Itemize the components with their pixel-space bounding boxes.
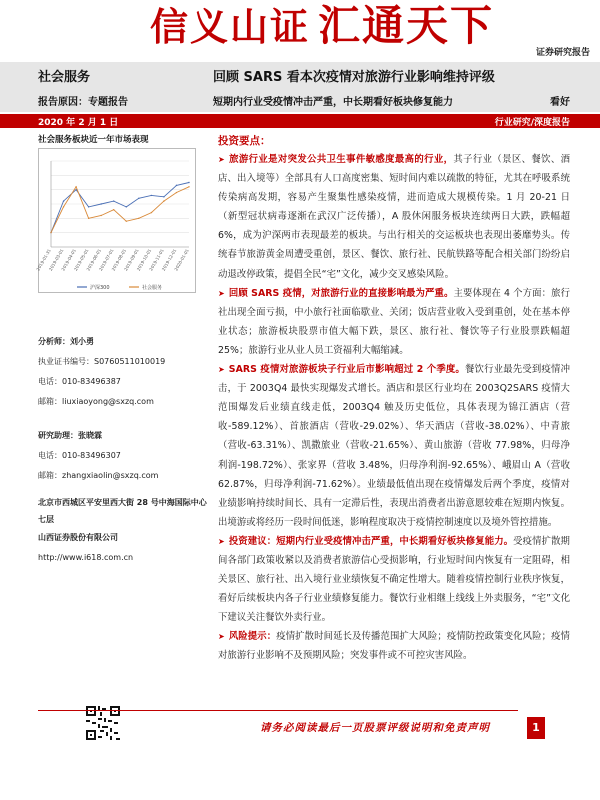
arrow-marker-icon: ➤ (218, 536, 225, 546)
point-lead: 旅游行业是对突发公共卫生事件敏感度最高的行业， (228, 154, 454, 165)
chart-data-point (176, 192, 177, 193)
chart-x-tick-label: 2019-11-01 (148, 248, 165, 272)
chart-data-point (188, 186, 189, 187)
point-paragraph (218, 627, 570, 665)
chart-data-point (163, 200, 164, 201)
chart-data-point (176, 185, 177, 186)
chart-series-line (51, 187, 189, 233)
point-lead: 回顾 SARS 疫情，对旅游行业的直接影响最为严重。 (228, 287, 454, 299)
chart-x-tick-label: 2019-12-01 (160, 248, 178, 272)
tel-label: 电话： (38, 377, 62, 386)
chart-x-tick-label: 2019-01-31 (35, 248, 52, 272)
chart-x-tick-label: 2019-05-01 (73, 248, 90, 272)
analyst-name: 分析师：刘小勇 (38, 337, 94, 346)
chart-data-point (88, 206, 89, 207)
sector-name: 社会服务 (38, 70, 91, 85)
assistant-tel (38, 446, 208, 466)
point-paragraph (218, 360, 570, 532)
point-lead: 风险提示： (228, 631, 277, 643)
performance-chart (35, 148, 196, 293)
cert-label: 执业证书编号： (38, 357, 94, 366)
cert-number: S0760511010019 (94, 357, 166, 366)
chart-series-line (51, 183, 189, 233)
tel-value: 010-83496387 (62, 377, 121, 386)
arrow-marker-icon: ➤ (218, 632, 225, 642)
point-body: 疫情扩散时间延长及传播范围扩大风险；疫情防控政策变化风险；疫情对旅游行业影响不及预期风险；突发事件或不可控灾害风险。 (218, 631, 570, 662)
company-name: 山西证券股份有限公司 (38, 533, 118, 542)
arrow-marker-icon: ➤ (218, 155, 225, 164)
company-logo (150, 1, 495, 50)
point-body: 其子行业（景区、餐饮、酒店、出入境等）全部具有人口高度密集、短时间内难以疏散的特征，尤其在呼吸系统传染病高发期，容易产生聚集性感染疫情，进而造成大规模传染。1 月 20-21 日（新型冠状病毒逐渐在武汉广泛传播），A 股休闲服务板块连续两日大跌，跌幅超 6%，成为沪深两市表现最差的板块。与出行相关的交运板块也表现出萎靡势头。传统春节旅游黄金周遭受重创，景区、餐饮、旅行社、民航铁路等配合相关部门纷纷启动退改停政策，提倡全民“宅”文化，减少交叉感染风险。 (218, 154, 570, 280)
arrow-marker-icon: ➤ (218, 288, 225, 298)
chart-x-tick-label: 2019-10-01 (135, 248, 153, 272)
analyst-tel (38, 372, 208, 392)
chart-legend-label: 社会服务 (142, 285, 163, 291)
assistant-email (38, 466, 208, 486)
chart-data-point (163, 196, 164, 197)
chart-data-point (113, 209, 114, 210)
company-address: 北京市西城区平安里西大街 28 号中海国际中心七层 (38, 498, 207, 524)
point-lead: SARS 疫情对旅游板块子行业后市影响超过 2 个季度。 (228, 364, 465, 376)
chart-data-point (100, 203, 101, 204)
chart-x-tick-label: 2019-07-01 (98, 248, 115, 272)
investment-points-title: 投资要点： (218, 135, 271, 147)
logo-text: 信义山证 (150, 4, 311, 49)
report-type: 行业研究/深度报告 (494, 118, 570, 128)
chart-data-point (138, 198, 139, 199)
chart-data-point (50, 232, 51, 233)
chart-data-point (126, 206, 127, 207)
title-banner (0, 62, 600, 112)
report-date: 2020 年 2 月 1 日 (38, 118, 119, 128)
report-subtitle: 短期内行业受疫情冲击严重，中长期看好板块修复能力 (213, 97, 453, 108)
tel-label: 电话： (38, 451, 62, 460)
analyst-cert (38, 352, 208, 372)
chart-x-tick-label: 2020-01-01 (173, 248, 190, 272)
chart-data-point (126, 221, 127, 222)
point-paragraph (218, 150, 570, 284)
chart-data-point (88, 218, 89, 219)
chart-x-tick-label: 2019-09-01 (123, 248, 140, 272)
chart-title: 社会服务板块近一年市场表现 (38, 135, 149, 145)
report-reason: 报告原因：专题报告 (38, 97, 128, 108)
tel-value: 010-83496307 (62, 451, 121, 460)
point-lead: 投资建议：短期内行业受疫情冲击严重，中长期看好板块修复能力。 (228, 535, 514, 547)
company-website[interactable]: http://www.i618.com.cn (38, 553, 134, 562)
chart-svg (35, 149, 197, 294)
assistant-name: 研究助理：张晓霖 (38, 431, 102, 440)
chart-legend-label: 沪深300 (90, 285, 110, 291)
research-label: 证券研究报告 (535, 48, 590, 58)
analyst-info (38, 332, 208, 568)
chart-data-point (100, 215, 101, 216)
logo-slogan: 汇通天下 (318, 1, 495, 50)
email-value[interactable]: zhangxiaolin@sxzq.com (62, 471, 159, 480)
page-number: 1 (527, 717, 545, 739)
main-content (218, 133, 570, 666)
chart-data-point (75, 186, 76, 187)
point-paragraph (218, 284, 570, 360)
chart-data-point (113, 200, 114, 201)
chart-data-point (151, 195, 152, 196)
chart-data-point (138, 218, 139, 219)
chart-data-point (151, 212, 152, 213)
footer-divider (38, 710, 518, 711)
point-paragraph (218, 532, 570, 627)
point-body: 餐饮行业最先受到疫情冲击，于 2003Q4 最快实现爆发式增长。酒店和景区行业均在 2003Q2SARS 疫情大范围爆发后业绩直线走低，2003Q4 触及历史低位，具体表现为锦江酒店（营收-589.12%）、首旅酒店（营收-29.02%）、华天酒店（营收-38.02%）、中青旅（营收-63.31%）、凯撒旅业（营收-21.65%）、黄山旅游（营收 77.98%，归母净利润-198.72%）、张家界（营收 3.48%，归母净利润-92.65%）、峨眉山 A（营收 62.87%，归母净利润-71.62%）。业绩最低值出现在疫情爆发后两个季度，疫情对业绩影响持续时间长、具有一定滞后性，表现出消费者出游意愿较难在短期内恢复。出境游或将经历一段时间低迷，影响程度取决于疫情控制速度以及境外管控措施。 (218, 364, 570, 528)
chart-x-tick-label: 2019-03-01 (47, 248, 65, 272)
email-label: 邮箱： (38, 397, 62, 406)
report-title: 回顾 SARS 看本次疫情对旅游行业影响维持评级 (213, 70, 495, 85)
chart-x-tick-label: 2019-08-01 (110, 248, 128, 272)
email-value[interactable]: liuxiaoyong@sxzq.com (62, 397, 154, 406)
email-label: 邮箱： (38, 471, 62, 480)
chart-data-point (63, 206, 64, 207)
footer-disclaimer: 请务必阅读最后一页股票评级说明和免责声明 (260, 722, 490, 734)
chart-data-point (188, 182, 189, 183)
chart-x-tick-label: 2019-04-01 (60, 248, 77, 272)
chart-data-point (63, 200, 64, 201)
qr-code-icon (86, 706, 120, 740)
point-body: 受疫情扩散期间各部门政策收紧以及消费者旅游信心受损影响，行业短时间内恢复有一定阻碍，相关景区、旅行社、出入境行业业绩恢复不确定性增大。随着疫情控制行业秩序恢复，看好后续板块内各子行业业绩修复能力。餐饮行业相继上线线上外卖服务，“宅”文化下建议关注餐饮外卖行业。 (218, 535, 570, 624)
point-body: 主要体现在 4 个方面：旅行社出现全面亏损，中小旅行社面临歇业、关闭；饭店营业收入受到重创，处在基本停业状态；旅游板块股票市值大幅下跌，景区、旅行社、餐饮等子行业股票跌幅超 25%；旅游行业从业人员工资福利大幅缩减。 (218, 287, 570, 356)
chart-x-tick-label: 2019-06-01 (85, 248, 103, 272)
rating-badge: 看好 (550, 97, 570, 108)
left-column (35, 133, 198, 293)
arrow-marker-icon: ➤ (218, 365, 225, 375)
analyst-email (38, 392, 208, 412)
date-bar (0, 114, 600, 128)
